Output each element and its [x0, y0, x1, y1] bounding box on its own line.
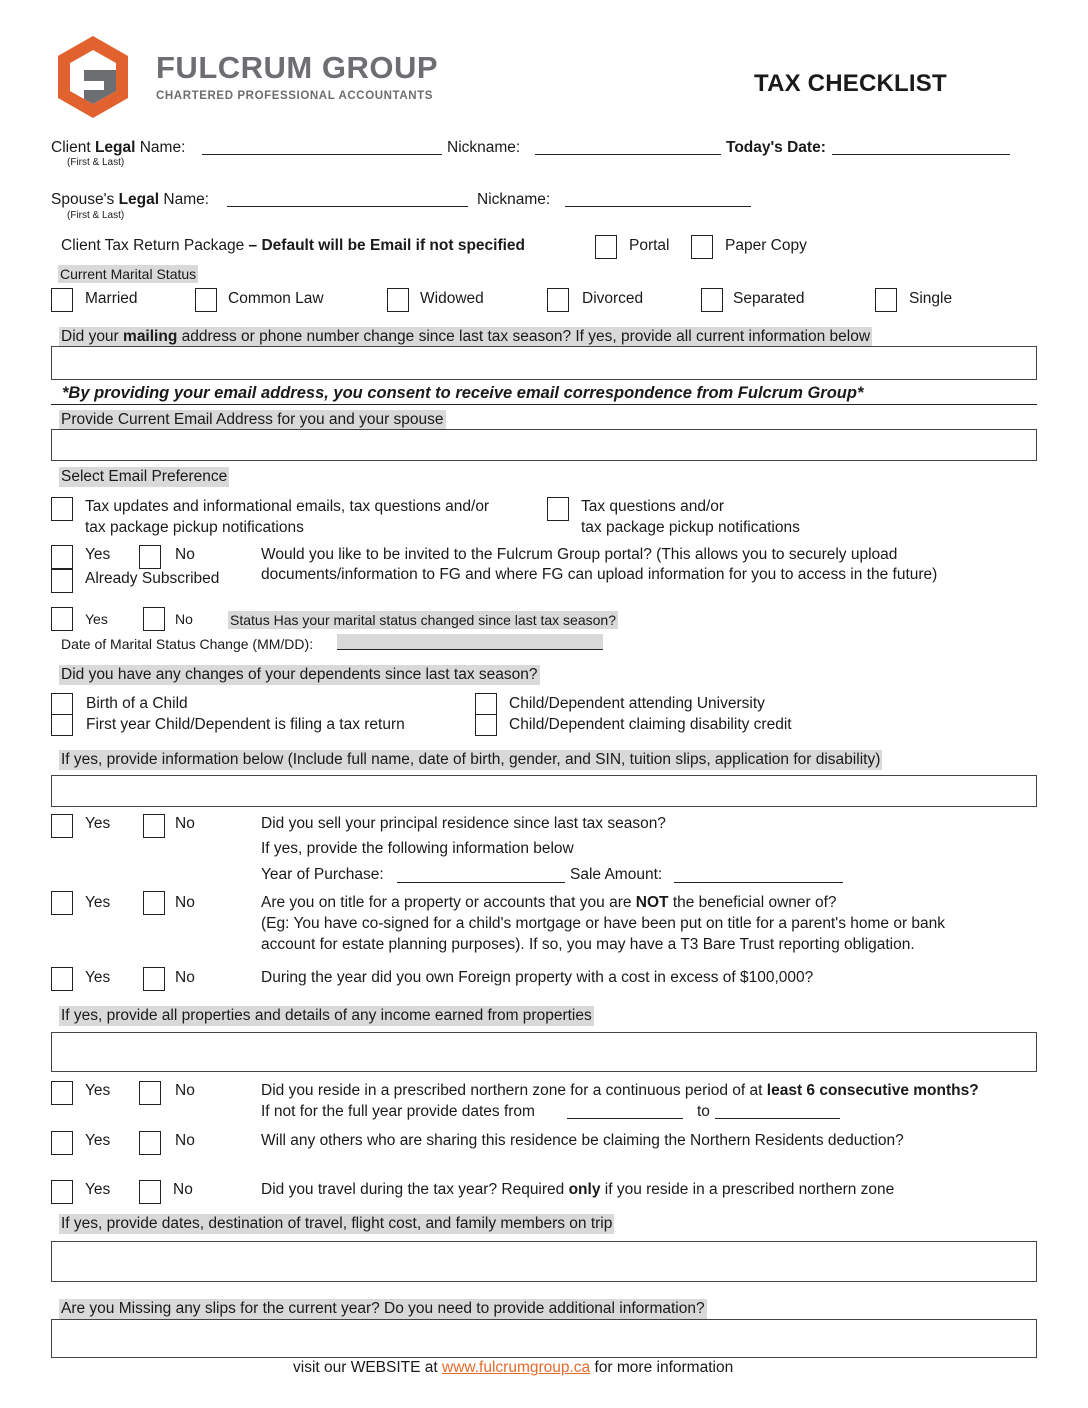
title-yes-checkbox[interactable] [51, 891, 73, 915]
status-no-checkbox[interactable] [143, 607, 165, 631]
widowed-checkbox[interactable] [387, 288, 409, 312]
separated-checkbox[interactable] [701, 288, 723, 312]
foreign-yes-checkbox[interactable] [51, 967, 73, 991]
status-date-field[interactable] [337, 634, 603, 650]
first-year-filing-checkbox[interactable] [51, 714, 73, 736]
email-consent-notice: *By providing your email address, you consent to receive email correspondence from Fulcrum Group* [62, 384, 864, 402]
logo-mark-icon [54, 34, 132, 120]
email-pref-updates-line1: Tax updates and informational emails, tax questions and/or [85, 498, 490, 515]
others-yes-checkbox[interactable] [51, 1131, 73, 1155]
residence-yes-label: Yes [85, 815, 111, 832]
travel-no-checkbox[interactable] [139, 1180, 161, 1204]
northern-from-field[interactable] [567, 1118, 683, 1119]
separated-label: Separated [733, 290, 805, 307]
website-link[interactable]: www.fulcrumgroup.ca [442, 1359, 591, 1376]
company-tagline: CHARTERED PROFESSIONAL ACCOUNTANTS [156, 90, 434, 102]
foreign-question: During the year did you own Foreign property with a cost in excess of $100,000? [261, 969, 814, 986]
foreign-no-checkbox[interactable] [143, 967, 165, 991]
email-pref-questions-line1: Tax questions and/or [581, 498, 725, 515]
foreign-no-label: No [175, 969, 195, 986]
email-pref-updates-checkbox[interactable] [51, 497, 73, 521]
spouse-nickname-field[interactable] [565, 206, 751, 207]
missing-slips-heading: Are you Missing any slips for the current year? Do you need to provide additional information? [61, 1300, 705, 1317]
title-no-checkbox[interactable] [143, 891, 165, 915]
travel-yes-label: Yes [85, 1181, 111, 1198]
email-pref-questions-line2: tax package pickup notifications [581, 519, 800, 536]
sale-amount-field[interactable] [674, 882, 843, 883]
portal-question-line1: Would you like to be invited to the Fulcrum Group portal? (This allows you to securely upload [261, 546, 898, 563]
northern-question-line2: If not for the full year provide dates from [261, 1103, 535, 1120]
email-address-box[interactable] [51, 429, 1037, 461]
northern-to-field[interactable] [715, 1118, 840, 1119]
northern-yes-label: Yes [85, 1082, 111, 1099]
dependents-heading: Did you have any changes of your dependents since last tax season? [61, 666, 538, 683]
spouse-nickname-label: Nickname: [477, 191, 551, 208]
email-preference-heading: Select Email Preference [61, 468, 228, 485]
travel-info-heading: If yes, provide dates, destination of travel, flight cost, and family members on trip [61, 1215, 613, 1232]
title-no-label: No [175, 894, 195, 911]
foreign-info-box[interactable] [51, 1032, 1037, 1072]
common-law-checkbox[interactable] [195, 288, 217, 312]
client-name-label: Client Legal Name: [51, 139, 186, 156]
status-yes-checkbox[interactable] [51, 607, 73, 631]
single-checkbox[interactable] [875, 288, 897, 312]
status-date-label: Date of Marital Status Change (MM/DD): [61, 636, 314, 652]
widowed-label: Widowed [420, 290, 484, 307]
residence-question-line2: If yes, provide the following information below [261, 840, 574, 857]
status-date-underline [337, 649, 603, 650]
residence-no-checkbox[interactable] [143, 814, 165, 838]
portal-yes-checkbox[interactable] [51, 545, 73, 569]
client-name-field[interactable] [202, 154, 442, 155]
others-no-label: No [175, 1132, 195, 1149]
others-yes-label: Yes [85, 1132, 111, 1149]
company-logo [54, 34, 132, 120]
foreign-yes-label: Yes [85, 969, 111, 986]
university-label: Child/Dependent attending University [509, 695, 765, 712]
status-no-label: No [175, 611, 193, 627]
missing-slips-box[interactable] [51, 1319, 1037, 1358]
divorced-checkbox[interactable] [547, 288, 569, 312]
spouse-name-field[interactable] [227, 206, 468, 207]
client-nickname-field[interactable] [535, 154, 721, 155]
portal-no-checkbox[interactable] [139, 545, 161, 569]
todays-date-label: Today's Date: [726, 139, 826, 156]
married-checkbox[interactable] [51, 288, 73, 312]
year-purchase-field[interactable] [397, 882, 565, 883]
northern-question-line1: Did you reside in a prescribed northern zone for a continuous period of at least 6 consecutive months? [261, 1082, 979, 1099]
university-checkbox[interactable] [475, 693, 497, 715]
portal-no-label: No [175, 546, 195, 563]
dependents-info-heading: If yes, provide information below (Include full name, date of birth, gender, and SIN, tuition slips, application for disability) [61, 751, 881, 768]
client-nickname-label: Nickname: [447, 139, 521, 156]
marital-status-heading: Current Marital Status [60, 266, 197, 282]
single-label: Single [909, 290, 953, 307]
portal-yes-label: Yes [85, 546, 111, 563]
foreign-info-heading: If yes, provide all properties and details of any income earned from properties [61, 1007, 592, 1024]
spouse-name-label: Spouse's Legal Name: [51, 191, 210, 208]
email-pref-questions-checkbox[interactable] [547, 497, 569, 521]
travel-info-box[interactable] [51, 1241, 1037, 1282]
portal-label: Portal [629, 237, 670, 254]
client-name-sublabel: (First & Last) [67, 157, 125, 168]
footer-text: visit our WEBSITE at www.fulcrumgroup.ca for more information [293, 1359, 734, 1376]
first-year-filing-label: First year Child/Dependent is filing a tax return [86, 716, 405, 733]
title-question-line3: account for estate planning purposes). If so, you may have a T3 Bare Trust reporting obligation. [261, 936, 915, 953]
paper-copy-checkbox[interactable] [691, 235, 713, 259]
title-yes-label: Yes [85, 894, 111, 911]
others-no-checkbox[interactable] [139, 1131, 161, 1155]
status-question: Status Has your marital status changed since last tax season? [230, 612, 616, 628]
spouse-name-sublabel: (First & Last) [67, 210, 125, 221]
northern-yes-checkbox[interactable] [51, 1081, 73, 1105]
status-yes-label: Yes [85, 611, 108, 627]
travel-yes-checkbox[interactable] [51, 1180, 73, 1204]
company-name: FULCRUM GROUP [156, 50, 439, 85]
northern-no-label: No [175, 1082, 195, 1099]
package-label: Client Tax Return Package – Default will be Email if not specified [61, 237, 526, 254]
divorced-label: Divorced [582, 290, 644, 307]
portal-question-line2: documents/information to FG and where FG can upload information for you to access in the future) [261, 566, 938, 583]
page-title: TAX CHECKLIST [754, 70, 947, 97]
email-pref-updates-line2: tax package pickup notifications [85, 519, 304, 536]
northern-no-checkbox[interactable] [139, 1081, 161, 1105]
title-question-line2: (Eg: You have co-signed for a child's mortgage or have been put on title for a parent's home or bank [261, 915, 946, 932]
consent-divider [51, 404, 1037, 405]
married-label: Married [85, 290, 138, 307]
paper-copy-label: Paper Copy [725, 237, 807, 254]
disability-checkbox[interactable] [475, 714, 497, 736]
travel-question: Did you travel during the tax year? Required only if you reside in a prescribed northern zone [261, 1181, 895, 1198]
todays-date-field[interactable] [832, 154, 1010, 155]
residence-yes-checkbox[interactable] [51, 814, 73, 838]
residence-no-label: No [175, 815, 195, 832]
portal-checkbox[interactable] [595, 235, 617, 259]
others-question: Will any others who are sharing this residence be claiming the Northern Residents deduction? [261, 1132, 904, 1149]
email-address-heading: Provide Current Email Address for you and your spouse [61, 411, 444, 428]
portal-subscribed-checkbox[interactable] [51, 569, 73, 593]
year-purchase-label: Year of Purchase: [261, 866, 384, 883]
birth-child-label: Birth of a Child [86, 695, 188, 712]
residence-question-line1: Did you sell your principal residence since last tax season? [261, 815, 666, 832]
portal-subscribed-label: Already Subscribed [85, 570, 220, 587]
travel-no-label: No [173, 1181, 193, 1198]
disability-label: Child/Dependent claiming disability credit [509, 716, 792, 733]
mailing-question: Did your mailing address or phone number change since last tax season? If yes, provide all current information below [61, 328, 871, 345]
title-question-line1: Are you on title for a property or accounts that you are NOT the beneficial owner of? [261, 894, 837, 911]
mailing-address-box[interactable] [51, 346, 1037, 380]
sale-amount-label: Sale Amount: [570, 866, 663, 883]
dependents-info-box[interactable] [51, 775, 1037, 807]
common-law-label: Common Law [228, 290, 324, 307]
northern-to-label: to [697, 1103, 710, 1120]
birth-child-checkbox[interactable] [51, 693, 73, 715]
